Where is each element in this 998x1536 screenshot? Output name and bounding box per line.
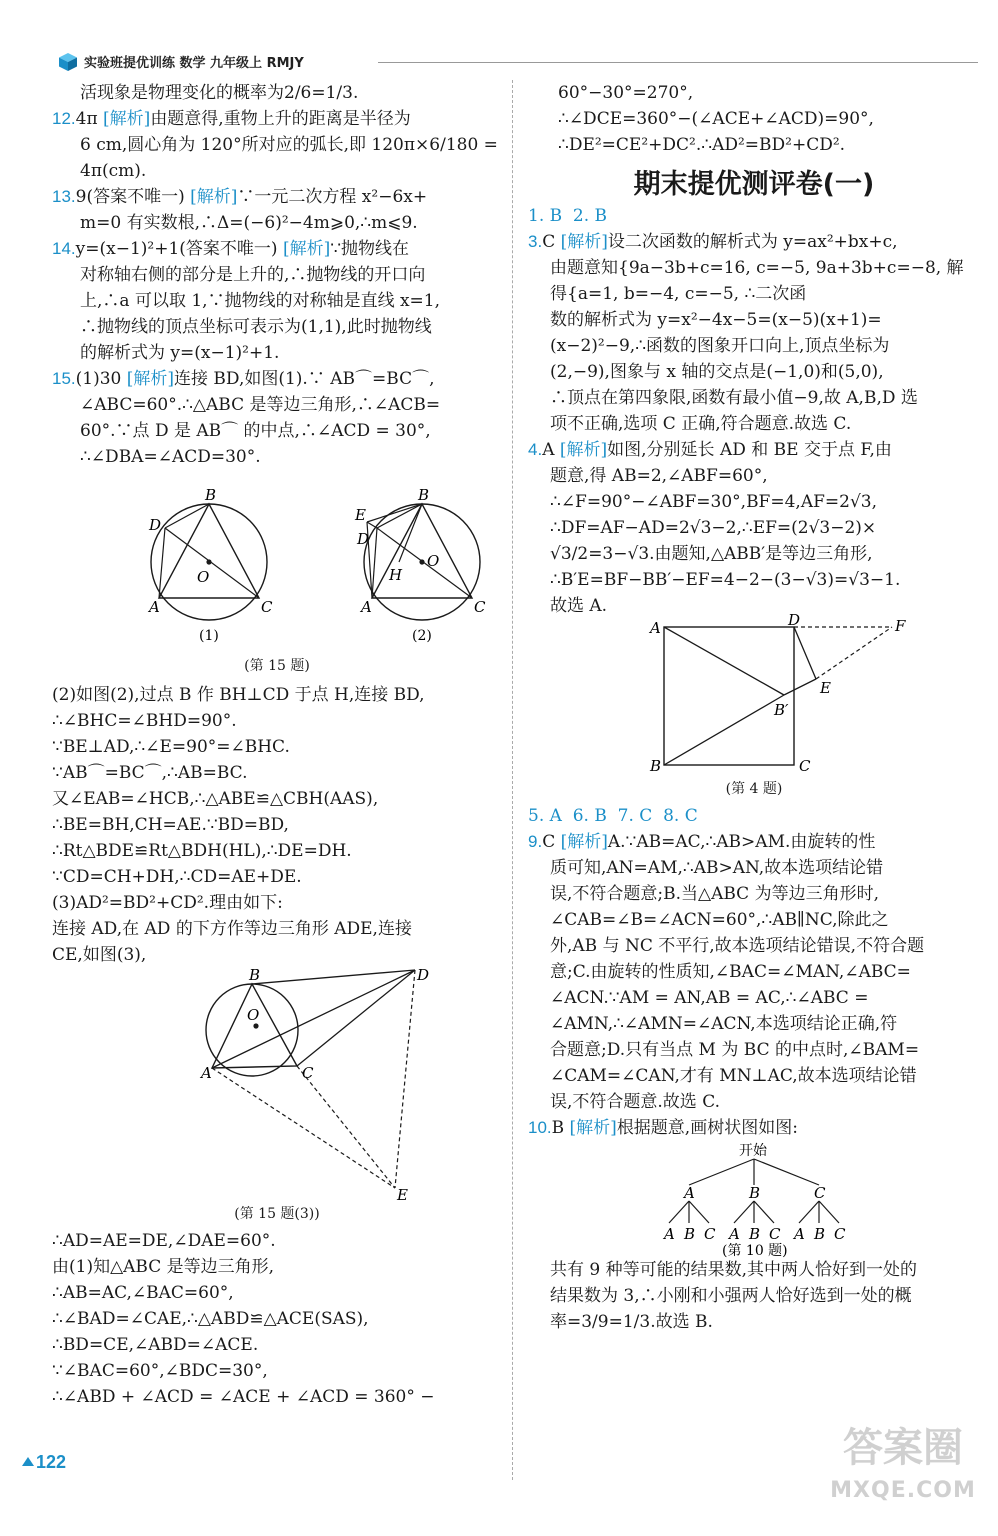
text-line: ∴∠ABD + ∠ACD = ∠ACE + ∠ACD = 360° − [52,1387,435,1407]
figure-15-1-2 [77,470,486,670]
page-header [18,48,980,74]
tree-leaf: A [664,1225,675,1243]
page-number-icon [22,1457,34,1466]
left-column [52,80,502,1410]
figure-15-1 [147,486,273,644]
text-line: (x−2)²−9,∴函数的图象开口向上,顶点坐标为 [550,336,890,356]
tree-node: C [814,1184,826,1202]
tree-leaf: B [749,1225,761,1243]
text-line: ∠AMN,∴∠AMN=∠ACN,本选项结论正确,符 [550,1014,898,1034]
tree-leaf: A [794,1225,805,1243]
label-H: H [389,566,403,584]
text-line: 上,∴a 可以取 1,∵抛物线的对称轴是直线 x=1, [80,291,441,311]
text-line: ∴AB=AC,∠BAC=60°, [52,1283,234,1303]
question-number: 12. [52,109,76,128]
watermark-cn: 答案圈 [843,1425,963,1471]
label-E: E [355,506,366,524]
label-C: C [261,598,273,616]
label-A: A [650,619,661,637]
book-title: 实验班提优训练 数学 九年级上 RMJY [84,56,304,71]
text-line: 率=3/9=1/3.故选 B. [550,1312,713,1332]
text-line: ∴BE=BH,CH=AE.∵BD=BD, [52,815,289,835]
text-line: m=0 有实数根,∴Δ=(−6)²−4m⩾0,∴m⩽9. [80,213,418,233]
tree-node: A [684,1184,695,1202]
tree-leaf: A [729,1225,740,1243]
text-line: 6 cm,圆心角为 120°所对应的弧长,即 120π×6/180 = [80,135,498,155]
figure-caption: (第 15 题(3)) [234,1206,320,1222]
text-line: 质可知,AN=AM,∴AB>AN,故本选项结论错 [550,858,884,878]
text-line: ∠ACN.∵AM = AN,AB = AC,∴∠ABC = [550,988,869,1008]
text-line: 对称轴右侧的部分是上升的,∴抛物线的开口向 [80,265,426,285]
q15-line [52,366,502,392]
answer: A [542,440,560,460]
answer: C [542,232,561,252]
column-divider [512,80,513,1480]
text-line: ∵∠BAC=60°,∠BDC=30°, [52,1361,268,1381]
answer: 9(答案不唯一) [75,187,191,207]
label-O: O [197,568,210,586]
label-D: D [417,966,430,984]
text-line: ∵CD=CH+DH,∴CD=AE+DE. [52,867,302,887]
q10-line [528,1115,980,1141]
analysis-tag: [解析] [103,109,151,129]
analysis-tag: [解析] [126,369,175,389]
figure-4 [604,611,906,779]
label-D: D [788,611,801,629]
figure-label-2: (2) [412,628,432,644]
text: ∵抛物线在 [330,239,410,259]
label-B: B [650,757,662,775]
text-line: (2,−9),图象与 x 轴的交点是(−1,0)和(5,0), [550,362,884,382]
analysis-tag: [解析] [282,239,331,259]
text-line: 题意,得 AB=2,∠ABF=60°, [550,466,768,486]
cube-logo-icon [58,52,78,72]
analysis-tag: [解析] [560,232,608,252]
text-line: 意;C.由旋转的性质知,∠BAC=∠MAN,∠ABC= [550,962,911,982]
label-B: B [418,486,430,504]
answers-5-8: 5. A 6. B 7. C 8. C [528,806,698,826]
tree-leaf: C [834,1225,846,1243]
label-B-prime: B′ [774,701,789,719]
figure-caption: (第 10 题) [722,1243,788,1259]
label-D: D [149,516,162,534]
figure-caption: (第 4 题) [725,781,783,797]
label-O: O [247,1006,260,1024]
text-line: ∴Rt△BDE≌Rt△BDH(HL),∴DE=DH. [52,841,352,861]
label-F: F [895,617,906,635]
text-line: ∴AD=AE=DE,∠DAE=60°. [52,1231,276,1251]
tree-leaf: B [684,1225,696,1243]
label-B: B [205,486,217,504]
text-line: ∴∠BAD=∠CAE,∴△ABD≌△ACE(SAS), [52,1309,369,1329]
analysis-tag: [解析] [569,1118,617,1138]
text-line: ∴抛物线的顶点坐标可表示为(1,1),此时抛物线 [80,317,432,337]
text-line: 项不正确,选项 C 正确,符合题意.故选 C. [550,414,852,434]
label-B: B [249,966,261,984]
text-line: CE,如图(3), [52,945,147,965]
q13-line [52,184,502,210]
section-title: 期末提优测评卷(一) [633,169,875,200]
analysis-tag: [解析] [559,440,608,460]
q9-line [528,829,980,855]
right-column [528,80,980,1335]
text-line: ∴∠BHC=∠BHD=90°. [52,711,237,731]
text-line: (2)如图(2),过点 B 作 BH⊥CD 于点 H,连接 BD, [52,685,425,705]
text: ∵一元二次方程 x²−6x+ [237,187,428,207]
text-line: 共有 9 种等可能的结果数,其中两人恰好到一处的 [550,1260,918,1280]
figure-15-2 [354,486,486,644]
text-line: ∴BD=CE,∠ABD=∠ACE. [52,1335,259,1355]
text-line: ∴∠DCE=360°−(∠ACE+∠ACD)=90°, [558,109,874,129]
text-line: (3)AD²=BD²+CD².理由如下: [52,893,283,913]
label-E: E [820,679,831,697]
analysis-tag: [解析] [560,832,608,852]
text: 由题意得,重物上升的距离是半径为 [150,109,411,129]
label-C: C [474,598,486,616]
text-line: ∠CAB=∠B=∠ACN=60°,∴AB∥NC,除此之 [550,910,889,930]
header-rule [378,62,978,63]
tree-leaf: C [769,1225,781,1243]
figure-caption: (第 15 题) [244,658,310,674]
analysis-tag: [解析] [190,187,238,207]
question-number: 13. [52,187,76,206]
text-line: 由题意知{9a−3b+c=16, c=−5, 9a+3b+c=−8, 解得{a=1, b=−4, c=−5, ∴二次函 [550,258,964,304]
text-line: ∴∠DBA=∠ACD=30°. [80,447,261,467]
text-line: √3/2=3−√3.由题知,△ABB′是等边三角形, [550,544,873,564]
text-line: 结果数为 3,∴小刚和小强两人恰好选到一处的概 [550,1286,912,1306]
text-line: 误,不符合题意.故选 C. [550,1092,721,1112]
question-number: 10. [528,1118,552,1137]
text-line: 60°−30°=270°, [558,83,694,103]
question-number: 14. [52,239,76,258]
text-line: 的解析式为 y=(x−1)²+1. [80,343,280,363]
tree-diagram [604,1141,904,1257]
q3-line [528,229,980,255]
figure-label-1: (1) [199,628,219,644]
tree-leaf: C [704,1225,716,1243]
text: A.∵AB=AC,∴AB>AM.由旋转的性 [607,832,876,852]
text-line: 活现象是物理变化的概率为2/6=1/3. [80,83,359,103]
text-line: ∴DF=AF−AD=2√3−2,∴EF=(2√3−2)× [550,518,877,538]
q12-line [52,106,502,132]
text-line: 合题意;D.只有当点 M 为 BC 的中点时,∠BAM= [550,1040,920,1060]
label-C: C [302,1064,314,1082]
answer: (1)30 [75,369,127,389]
tree-node: B [749,1184,761,1202]
label-A: A [149,598,160,616]
text-line: ∴DE²=CE²+DC².∴AD²=BD²+CD². [558,135,846,155]
question-number: 15. [52,369,76,388]
text: 设二次函数的解析式为 y=ax²+bx+c, [607,232,898,252]
watermark-en: MXQE.COM [830,1478,976,1503]
text-line: ∵AB⌒=BC⌒,∴AB=BC. [52,763,248,783]
answers-1-2: 1. B 2. B [528,206,608,226]
q4-line [528,437,980,463]
watermark-logo [818,1420,988,1530]
label-A: A [361,598,372,616]
answer: C [542,832,561,852]
question-number: 4. [528,440,543,459]
figure-15-3 [77,968,477,1204]
text-line: 误,不符合题意;B.当△ABC 为等边三角形时, [550,884,880,904]
q14-line [52,236,502,262]
text-line: 又∠EAB=∠HCB,∴△ABE≌△CBH(AAS), [52,789,379,809]
text-line: ∴∠F=90°−∠ABF=30°,BF=4,AF=2√3, [550,492,878,512]
text-line: 连接 AD,在 AD 的下方作等边三角形 ADE,连接 [52,919,412,939]
text-line: 4π(cm). [80,161,147,181]
answer: y=(x−1)²+1(答案不唯一) [75,239,283,259]
tree-leaf: B [814,1225,826,1243]
text-line: 外,AB 与 NC 不平行,故本选项结论错误,不符合题 [550,936,925,956]
text-line: 由(1)知△ABC 是等边三角形, [52,1257,275,1277]
text-line: ∴顶点在第四象限,函数有最小值−9,故 A,B,D 选 [550,388,918,408]
text: 连接 BD,如图(1).∵ AB⌒=BC⌒, [174,369,435,389]
text-line: ∴B′E=BF−BB′−EF=4−2−(3−√3)=√3−1. [550,570,901,590]
page-number-text: 122 [36,1452,67,1472]
page-number [22,1452,82,1482]
text-line: ∵BE⊥AD,∴∠E=90°=∠BHC. [52,737,290,757]
answer: 4π [75,109,104,129]
tree-root: 开始 [739,1143,767,1159]
label-O: O [427,552,440,570]
label-D: D [357,530,370,548]
question-number: 9. [528,832,543,851]
answer: B [551,1118,570,1138]
text-line: 数的解析式为 y=x²−4x−5=(x−5)(x+1)= [550,310,882,330]
label-A: A [201,1064,212,1082]
label-E: E [397,1186,408,1204]
text-line: 故选 A. [550,596,608,616]
text: 如图,分别延长 AD 和 BE 交于点 F,由 [607,440,892,460]
text: 根据题意,画树状图如图: [616,1118,798,1138]
text-line: ∠CAM=∠CAN,才有 MN⊥AC,故本选项结论错 [550,1066,917,1086]
text-line: 60°.∵点 D 是 AB⌒ 的中点,∴∠ACD = 30°, [80,421,431,441]
text-line: ∠ABC=60°.∴△ABC 是等边三角形,∴∠ACB= [80,395,441,415]
label-C: C [799,757,811,775]
question-number: 3. [528,232,543,251]
